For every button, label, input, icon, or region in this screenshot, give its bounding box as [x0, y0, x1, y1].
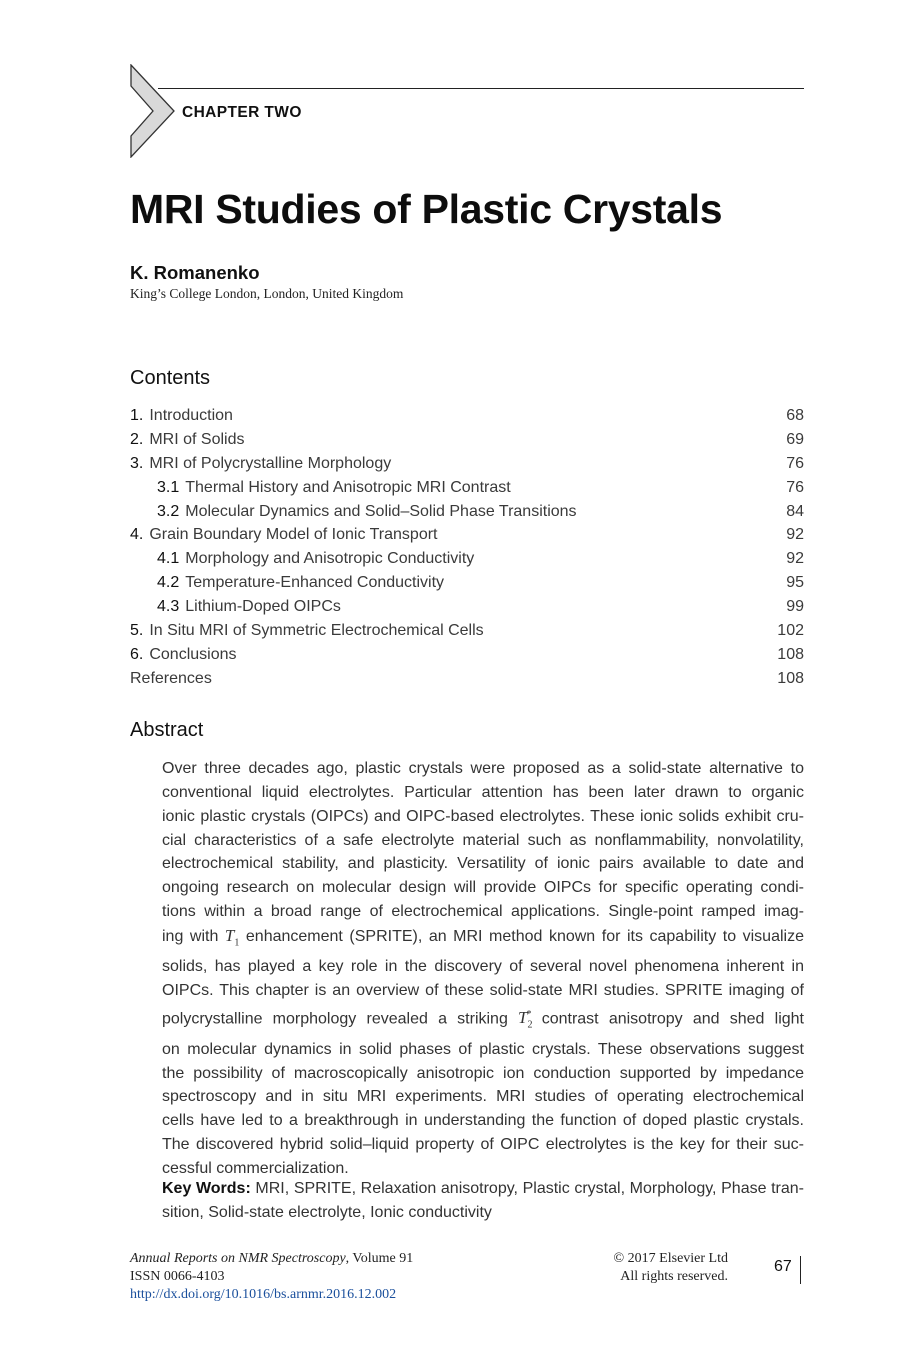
toc-entry-text: Introduction	[149, 407, 233, 424]
toc-entry-number: 4.3	[157, 598, 180, 616]
page-number: 67	[774, 1256, 801, 1284]
abstract-line: Over three decades ago, plastic crystals were proposed as a solid-state alternative to	[162, 760, 804, 777]
abstract-body	[162, 757, 804, 1181]
abstract-line: cessful commercialization.	[162, 1159, 349, 1177]
toc-entry-title	[130, 526, 438, 543]
footer-volume: , Volume 91	[345, 1251, 414, 1266]
toc-entry-number: 3.2	[157, 502, 180, 520]
toc-entry-page: 69	[786, 430, 804, 448]
keywords	[162, 1177, 804, 1225]
toc-entry-number: 3.1	[157, 478, 180, 496]
toc-entry-text: Morphology and Anisotropic Conductivity	[185, 550, 475, 568]
abstract-line: OIPCs. This chapter is an overview of these solid-state MRI studies. SPRITE imaging of	[162, 981, 804, 999]
toc-entry[interactable]	[130, 667, 804, 691]
chapter-label: CHAPTER TWO	[182, 104, 302, 121]
toc-entry[interactable]	[130, 595, 804, 619]
toc-entry-text: MRI of Solids	[149, 430, 245, 448]
abstract-line: conventional liquid electrolytes. Particular attention has been later drawn to organic	[162, 783, 804, 801]
toc-entry-title	[130, 479, 511, 496]
keywords-label: Key Words:	[162, 1180, 251, 1197]
doi-link[interactable]: http://dx.doi.org/10.1016/bs.arnmr.2016.12.002	[130, 1287, 397, 1302]
abstract-line: ing with $T_1$ enhancement (SPRITE), an MRI method known for its capability to visualize	[162, 925, 804, 949]
author-name: K. Romanenko	[130, 262, 260, 283]
abstract-line: ionic plastic crystals (OIPCs) and OIPC-based electrolytes. These ionic solids exhibit cru-	[162, 807, 804, 825]
keywords-line-2: sition, Solid-state electrolyte, Ionic conductivity	[162, 1204, 492, 1221]
abstract-line: spectroscopy and in situ MRI experiments. MRI studies of operating electrochemical	[162, 1088, 804, 1106]
toc-entry-text: Temperature-Enhanced Conductivity	[185, 574, 445, 592]
toc-entry-number: 4.	[130, 526, 144, 544]
page-title: MRI Studies of Plastic Crystals	[130, 186, 723, 232]
toc-entry-number: 4.1	[157, 550, 180, 568]
toc-entry-page: 102	[777, 622, 804, 640]
abstract-line: on molecular dynamics in solid phases of plastic crystals. These observations suggest	[162, 1040, 804, 1058]
abstract-line: cells have led to a breakthrough in understanding the function of doped plastic crystals.	[162, 1112, 804, 1130]
keywords-line-1	[162, 1177, 804, 1201]
toc-entry[interactable]	[130, 404, 804, 428]
toc-entry[interactable]	[130, 452, 804, 476]
toc-entry-title	[130, 646, 237, 663]
toc-entry-text: Lithium-Doped OIPCs	[185, 598, 341, 616]
rights-line: All rights reserved.	[620, 1269, 728, 1284]
math-symbol: $T_2^*$	[518, 1008, 533, 1031]
toc-entry-number: 6.	[130, 645, 144, 663]
toc-entry-title	[130, 407, 233, 424]
toc-entry-number: 2.	[130, 430, 144, 448]
toc-entry-title	[130, 574, 444, 591]
chapter-chevron-icon	[130, 64, 176, 158]
toc-entry[interactable]	[130, 643, 804, 667]
footer-copyright	[614, 1250, 728, 1286]
abstract-line: solids, has played a key role in the discovery of several novel phenomena inherent in	[162, 958, 804, 976]
toc-entry-title	[130, 550, 474, 567]
toc-entry-text: Grain Boundary Model of Ionic Transport	[149, 526, 438, 544]
abstract-line: ongoing research on molecular design will provide OIPCs for specific operating condi-	[162, 879, 804, 897]
toc-entry-number: 1.	[130, 407, 144, 424]
abstract-line: tions within a broad range of electrochemical applications. Single-point ramped imag-	[162, 903, 804, 921]
toc-entry[interactable]	[130, 571, 804, 595]
toc-entry-text: References	[130, 669, 212, 687]
toc-entry-page: 76	[786, 478, 804, 496]
math-symbol: $T_1$	[224, 925, 240, 949]
toc-entry-page: 92	[786, 550, 804, 568]
toc-entry-page: 68	[786, 407, 804, 424]
copyright-line: © 2017 Elsevier Ltd	[613, 1251, 728, 1266]
toc-entry-title	[130, 455, 391, 472]
toc-entry[interactable]	[130, 619, 804, 643]
toc-entry-page: 99	[786, 598, 804, 616]
toc-entry-text: Molecular Dynamics and Solid–Solid Phase Transitions	[185, 502, 577, 520]
toc-entry-number: 4.2	[157, 574, 180, 592]
table-of-contents	[130, 404, 804, 691]
toc-entry-page: 108	[777, 645, 804, 663]
toc-entry-number: 3.	[130, 454, 144, 472]
toc-entry-page: 76	[786, 454, 804, 472]
toc-entry-title	[130, 622, 484, 639]
contents-heading: Contents	[130, 367, 211, 389]
footer-citation	[130, 1250, 413, 1304]
toc-entry[interactable]	[130, 547, 804, 571]
abstract-line: electrochemical stability, and plasticity. Versatility of ionic pairs available to date and	[162, 855, 804, 873]
toc-entry[interactable]	[130, 500, 804, 524]
footer-journal: Annual Reports on NMR Spectroscopy	[130, 1251, 346, 1266]
toc-entry-page: 108	[777, 669, 804, 687]
toc-entry-number: 5.	[130, 622, 144, 640]
chapter-rule	[158, 88, 804, 89]
toc-entry-text: Conclusions	[149, 645, 237, 663]
abstract-heading: Abstract	[130, 719, 204, 741]
abstract-line: The discovered hybrid solid–liquid property of OIPC electrolytes is the key for their suc-	[162, 1136, 804, 1154]
toc-entry[interactable]	[130, 428, 804, 452]
toc-entry-text: MRI of Polycrystalline Morphology	[149, 454, 392, 472]
toc-entry-page: 92	[786, 526, 804, 544]
toc-entry-page: 95	[786, 574, 804, 592]
toc-entry-title	[130, 503, 577, 520]
toc-entry[interactable]	[130, 476, 804, 500]
footer-issn: ISSN 0066-4103	[130, 1269, 225, 1284]
toc-entry-title	[130, 670, 212, 687]
toc-entry-text: Thermal History and Anisotropic MRI Contrast	[185, 478, 511, 496]
abstract-line: cial characteristics of a safe electrolyte material such as nonflammability, nonvolatility,	[162, 831, 804, 849]
footer-journal-line	[130, 1250, 413, 1268]
toc-entry-text: In Situ MRI of Symmetric Electrochemical Cells	[149, 622, 484, 640]
chapter-header	[130, 64, 804, 158]
toc-entry-title	[130, 431, 244, 448]
toc-entry[interactable]	[130, 523, 804, 547]
toc-entry-page: 84	[786, 502, 804, 520]
abstract-line: the possibility of macroscopically anisotropic ion conduction supported by impedance	[162, 1064, 804, 1082]
abstract-line: polycrystalline morphology revealed a striking $T_2^*$ contrast anisotropy and shed light	[162, 1008, 805, 1031]
keywords-text: MRI, SPRITE, Relaxation anisotropy, Plastic crystal, Morphology, Phase tran-	[255, 1180, 805, 1197]
toc-entry-title	[130, 598, 341, 615]
author-affiliation: King’s College London, London, United Kingdom	[130, 286, 404, 301]
